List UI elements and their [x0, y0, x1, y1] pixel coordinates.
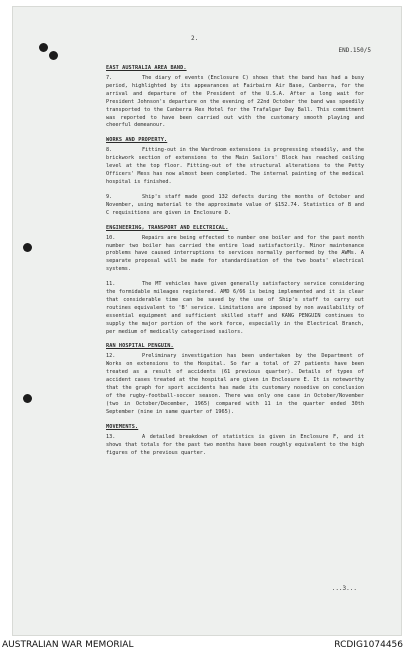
paragraph [106, 434, 364, 458]
document-body [106, 65, 364, 464]
section-works [106, 137, 364, 217]
section-heading: RAN HOSPITAL PENGUIN. [106, 343, 174, 350]
paragraph-text: Repairs are being effected to number one boiler and for the past month number two boiler has carried the entire load satisfactorily. Minor maintenance problems have caused interruptions to services normally performed by the AWMs. A separate proposal will be made for standardisation of the two boats' electrical systems. [106, 234, 364, 273]
archive-footer [0, 637, 407, 653]
punch-hole [49, 51, 58, 60]
continuation-marker: ...3... [331, 585, 357, 592]
paragraph [106, 147, 364, 187]
paragraph-number: 12. [106, 353, 116, 360]
paragraph-number: 9. [106, 193, 113, 200]
section-engineering [106, 225, 364, 337]
paragraph [106, 281, 364, 336]
paragraph-text: The MT vehicles have given generally satisfactory service considering the formidable mileages registered. AMD 6/66 is being implemented and it is clear that considerable time can be saved by the use of Ship's staff to carry out routines equivalent to 'B' service. Limitations are imposed by non availability of essential equipment and sufficient skilled staff and KANG PENGUIN continues to supply the major portion of the work force, especially in the Electrical Branch, per medium of medically categorised sailors. [106, 281, 364, 335]
document-page [12, 6, 402, 636]
archive-id: RCDIG1074456 [334, 640, 403, 650]
paragraph-text: Ship's staff made good 132 defects during the months of October and November, using material to the approximate value of $152.74. Statistics of B and C requisitions are given in Enclosure D. [106, 193, 364, 216]
page-number: 2. [191, 35, 199, 42]
paragraph-number: 11. [106, 281, 116, 288]
section-heading: EAST AUSTRALIA AREA BAND. [106, 65, 187, 71]
section-heading: MOVEMENTS. [106, 423, 139, 430]
paragraph-number: 8. [106, 147, 113, 154]
paragraph-text: Fitting-out in the Wardroom extensions is progressing steadily, and the brickwork section of extensions to the Main Sailors' Block has reached ceiling level at the top floor. Fitting-out of the structural alterations to the Petty Officers' Mess has now almost been completed. The internal painting of the medical hospital is finished. [106, 147, 364, 185]
paragraph [106, 235, 364, 275]
section-hospital [106, 343, 364, 416]
paragraph-text: The diary of events (Enclosure C) shows that the band has had a busy period, highlighted by its appearances at Fairbairn Air Base, Canberra, for the arrival and departure of the President of the U.S.A. After a long wait for President Johnson's departure on the evening of 22nd October the band was speedily transported to the Canberra Rex Hotel for the Trafalgar Day Ball. This commitment was reported to have been carried out with the customary smooth playing and cheerful demeanour. [106, 75, 364, 129]
section-heading: WORKS AND PROPERTY. [106, 137, 168, 144]
document-reference: END.150/5 [338, 47, 371, 54]
archive-name: AUSTRALIAN WAR MEMORIAL [2, 640, 134, 650]
paragraph-number: 13. [106, 433, 116, 440]
paragraph [106, 194, 364, 218]
paragraph-number: 10. [106, 234, 116, 241]
punch-hole [23, 243, 32, 252]
punch-hole [23, 394, 32, 403]
section-band [106, 65, 364, 130]
paragraph-text: A detailed breakdown of statistics is given in Enclosure F, and it shows that totals for the past two months have been roughly equivalent to the high figures of the previous quarter. [106, 433, 364, 456]
paragraph-text: Preliminary investigation has been undertaken by the Department of Works on extensions to the Hospital. So far a total of 27 patients have been treated as a result of accidents (61 previous quarter). Details of types of accident cases treated at the hospital are given in Enclosure E. It is noteworthy that the graph for sport accidents has made its customary nosedive on conclusion of the rugby-football-soccer season. There was only one case in October/November (two in October/December, 1965) compared with 11 in the quarter ended 30th September (nine in same quarter of 1965). [106, 353, 364, 415]
paragraph [106, 75, 364, 130]
paragraph [106, 353, 364, 416]
section-movements [106, 424, 364, 458]
punch-hole [39, 43, 48, 52]
section-heading: ENGINEERING, TRANSPORT AND ELECTRICAL. [106, 224, 229, 231]
paragraph-number: 7. [106, 75, 113, 81]
